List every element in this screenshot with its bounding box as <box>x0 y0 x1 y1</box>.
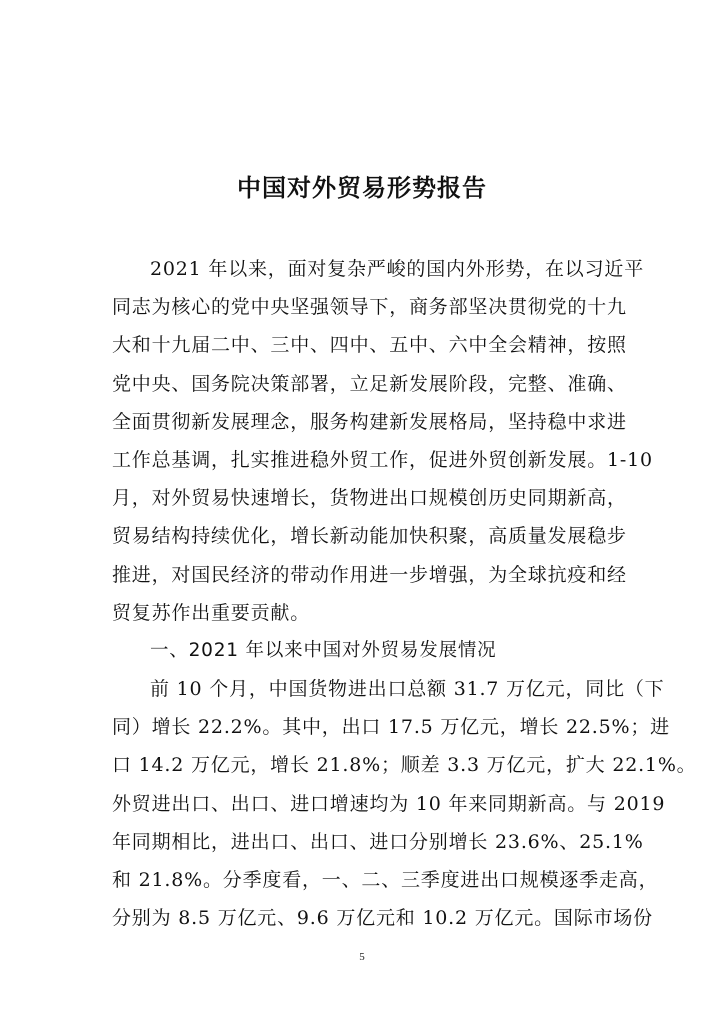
paragraph-1-line: 同志为核心的党中央坚强领导下，商务部坚决贯彻党的十九 <box>112 296 627 319</box>
document-title: 中国对外贸易形势报告 <box>237 174 487 202</box>
page-number: 5 <box>359 951 365 963</box>
paragraph-2-line: 年同期相比，进出口、出口、进口分别增长 23.6%、25.1% <box>112 830 644 853</box>
document-body <box>112 250 697 937</box>
paragraph-2-line: 外贸进出口、出口、进口增速均为 10 年来同期新高。与 2019 <box>112 792 666 815</box>
paragraph-2-line: 同）增长 22.2%。其中，出口 17.5 万亿元，增长 22.5%；进 <box>112 716 670 739</box>
paragraph-1-line: 贸复苏作出重要贡献。 <box>112 601 311 624</box>
paragraph-1-line: 贸易结构持续优化，增长新动能加快积聚，高质量发展稳步 <box>112 525 627 548</box>
paragraph-2-line: 前 10 个月，中国货物进出口总额 31.7 万亿元，同比（下 <box>150 678 665 701</box>
paragraph-1-line: 全面贯彻新发展理念，服务构建新发展格局，坚持稳中求进 <box>112 410 627 433</box>
paragraph-2-line: 口 14.2 万亿元，增长 21.8%；顺差 3.3 万亿元，扩大 22.1%。 <box>112 754 697 777</box>
paragraph-1-line: 大和十九届二中、三中、四中、五中、六中全会精神，按照 <box>112 334 627 357</box>
paragraph-2-line: 和 21.8%。分季度看，一、二、三季度进出口规模逐季走高， <box>112 869 659 891</box>
paragraph-1-line: 党中央、国务院决策部署，立足新发展阶段，完整、准确、 <box>112 372 627 395</box>
paragraph-1-line: 月，对外贸易快速增长，货物进出口规模创历史同期新高， <box>112 487 627 510</box>
paragraph-1-line: 推进，对国民经济的带动作用进一步增强，为全球抗疫和经 <box>112 563 627 586</box>
paragraph-1-line: 2021 年以来，面对复杂严峻的国内外形势，在以习近平 <box>150 258 644 280</box>
section-1-heading: 一、2021 年以来中国对外贸易发展情况 <box>150 639 497 661</box>
paragraph-2-line: 分别为 8.5 万亿元、9.6 万亿元和 10.2 万亿元。国际市场份 <box>112 907 653 930</box>
paragraph-1-line: 工作总基调，扎实推进稳外贸工作，促进外贸创新发展。1-10 <box>112 448 653 471</box>
